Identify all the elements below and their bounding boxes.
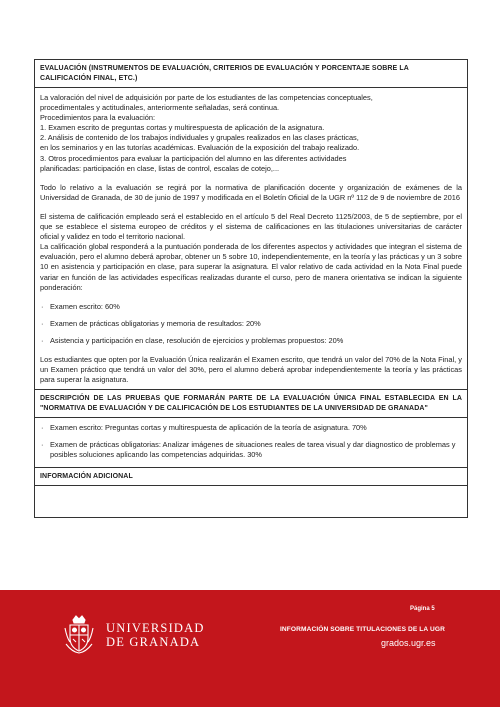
text-line: 1. Examen escrito de preguntas cortas y multirespuesta de aplicación de la asignatura. — [40, 123, 325, 133]
bullet-icon: · — [41, 301, 44, 311]
list-item-text: Asistencia y participación en clase, resolución de ejercicios y problemas propuestos: 20% — [50, 335, 344, 345]
calificacion-paragraph: El sistema de calificación empleado será el establecido en el artículo 5 del Real Decreto 1125/2003, de 5 de septiembre, por el que se establece el sistema europeo de créditos y el sistema de calificaciones en las titulaciones universitarias de carácter oficial y validez en todo el territorio nacional. — [40, 211, 462, 242]
list-item — [40, 440, 462, 460]
evaluacion-unica-paragraph: Los estudiantes que opten por la Evaluación Única realizarán el Examen escrito, que tendrá un valor del 70% de la Nota Final, y un Examen práctico que tendrá un valor del 30%, pero el alumno deberá aprobar independientemente la teoría y las prácticas para superar la asignatura. — [40, 354, 462, 385]
evaluacion-unica-heading: DESCRIPCIÓN DE LAS PRUEBAS QUE FORMARÁN PARTE DE LA EVALUACIÓN ÚNICA FINAL ESTABLECIDA EN LA "NORMATIVA DE EVALUACIÓN Y DE CALIFICACIÓN DE LOS ESTUDIANTES DE LA UNIVERSIDAD DE GRANADA" — [35, 390, 467, 418]
text-line: La valoración del nivel de adquisición por parte de los estudiantes de las competencias conceptuales, — [40, 93, 373, 102]
list-item — [40, 319, 462, 329]
bullet-icon: · — [41, 440, 44, 450]
text-line: Procedimientos para la evaluación: — [40, 113, 156, 123]
university-name — [106, 621, 205, 649]
text-line: 2. Análisis de contenido de los trabajos individuales y grupales realizados en las clases prácticas, — [40, 133, 359, 143]
evaluacion-intro — [40, 93, 462, 174]
evaluacion-heading: EVALUACIÓN (INSTRUMENTOS DE EVALUACIÓN, CRITERIOS DE EVALUACIÓN Y PORCENTAJE SOBRE LA CALIFICACIÓN FINAL, ETC.) — [35, 60, 467, 88]
evaluation-table — [34, 59, 468, 518]
bullet-icon: · — [41, 318, 44, 328]
list-item-text: Examen de prácticas obligatorias: Analizar imágenes de situaciones reales de tarea visual y dar diagnostico de problemas y posibles soluciones aplicando las competencias adquiridas. 30% — [50, 440, 456, 460]
bullet-icon: · — [41, 423, 44, 433]
list-item-text: Examen escrito: 60% — [50, 301, 120, 311]
informacion-adicional-heading: INFORMACIÓN ADICIONAL — [35, 468, 467, 486]
footer-info-title: INFORMACIÓN SOBRE TITULACIONES DE LA UGR — [280, 626, 445, 633]
evaluacion-unica-body — [35, 418, 467, 467]
informacion-adicional-body — [35, 486, 467, 517]
text-line: procedimentales y actitudinales, anteriormente señaladas, será continua. — [40, 103, 280, 113]
list-item — [40, 302, 462, 312]
university-name-line1: UNIVERSIDAD — [106, 621, 205, 635]
list-item-text: Examen de prácticas obligatorias y memoria de resultados: 20% — [50, 318, 261, 328]
bullet-icon: · — [41, 335, 44, 345]
page-footer — [0, 590, 500, 707]
text-line: planificadas: participación en clase, listas de control, escalas de cotejo,... — [40, 163, 280, 173]
normativa-paragraph: Todo lo relativo a la evaluación se regirá por la normativa de planificación docente y organización de exámenes de la Universidad de Granada, de 30 de junio de 1997 y modificada en el Boletín Oficial de la UGR nº 112 de 9 de noviembre de 2016 — [40, 182, 462, 202]
list-item — [40, 423, 462, 433]
page-number: Página 5 — [410, 606, 435, 612]
text-line: en los seminarios y en las tutorías académicas. Evaluación de la exposición del trabajo realizado. — [40, 143, 360, 153]
ponderacion-paragraph: La calificación global responderá a la puntuación ponderada de los diferentes aspectos y actividades que integran el sistema de evaluación, pero el alumno deberá aprobar, obtener un 5 sobre 10, independientemente, en la teoría y las prácticas y un 3 sobre 10 en asistencia y participación en clase, para superar la asignatura. El valor relativo de cada actividad en la Nota Final puede variar en función de las actividades específicas realizadas durante el curso, pero de manera orientativa se indican la siguiente ponderación: — [40, 242, 462, 292]
list-item-text: Examen escrito: Preguntas cortas y multirespuesta de aplicación de la teoría de asignatura. 70% — [50, 423, 367, 433]
ugr-seal-icon — [64, 614, 94, 654]
evaluacion-body — [35, 88, 467, 390]
list-item — [40, 336, 462, 346]
university-name-line2: DE GRANADA — [106, 635, 201, 649]
text-line: 3. Otros procedimientos para evaluar la participación del alumno en las diferentes actividades — [40, 153, 347, 163]
footer-website-link[interactable]: grados.ugr.es — [381, 638, 436, 648]
